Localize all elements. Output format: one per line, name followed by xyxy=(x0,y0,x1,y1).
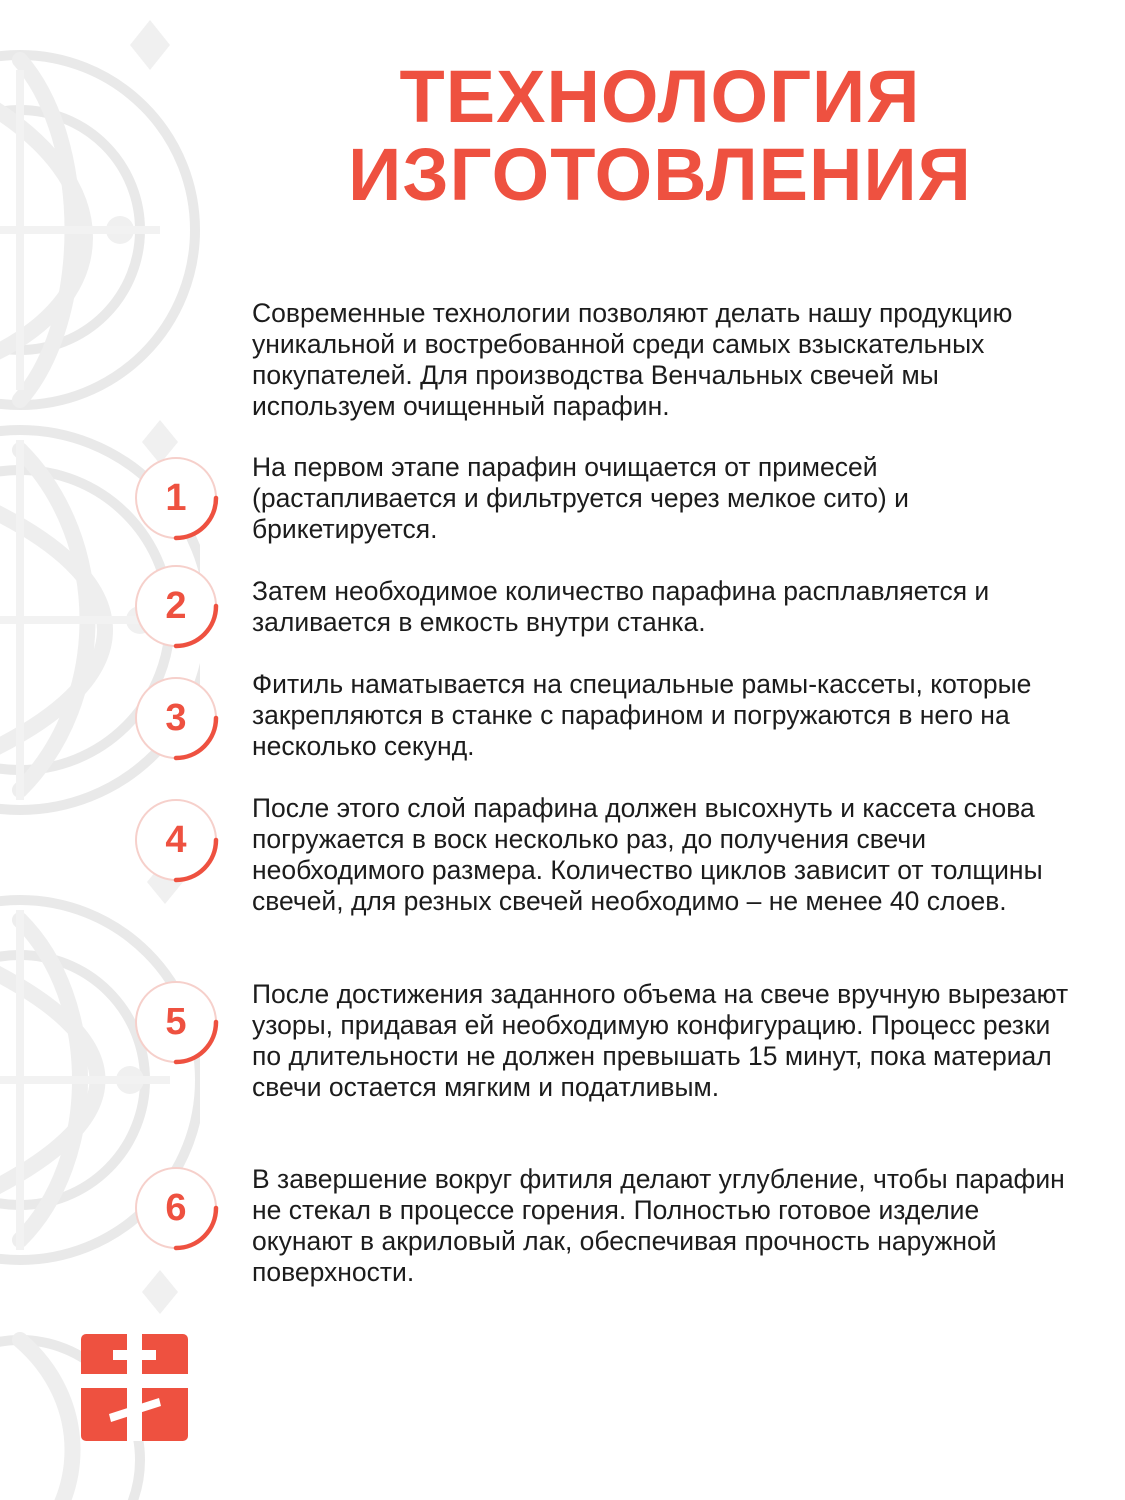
step-number-4: 4 xyxy=(165,818,187,861)
step-text-4: После этого слой парафина должен высохнуть и кассета снова погружается в воск несколько раз, до получения свечи необходимого размера. Количество циклов зависит от толщины свечей, для резных свечей необходимо – не менее 40 слоев. xyxy=(252,793,1043,916)
step-text-1: На первом этапе парафин очищается от примесей (растапливается и фильтруется через мелкое сито) и брикетируется. xyxy=(252,452,909,544)
orthodox-cross-icon xyxy=(81,1334,188,1441)
step-badge-4 xyxy=(132,796,224,888)
page-title xyxy=(300,55,1020,216)
step-text-5: После достижения заданного объема на свече вручную вырезают узоры, придавая ей необходимую конфигурацию. Процесс резки по длительности не должен превышать 15 минут, пока материал свечи остается мягким и податливым. xyxy=(252,979,1069,1102)
step-badge-2 xyxy=(132,562,224,654)
step-badge-3 xyxy=(132,674,224,766)
step-number-5: 5 xyxy=(165,1000,187,1043)
step-badge-6 xyxy=(132,1164,224,1256)
title-line-1: ТЕХНОЛОГИЯ xyxy=(399,55,921,138)
step-badge-5 xyxy=(132,978,224,1070)
step-number-1: 1 xyxy=(165,476,187,519)
intro-paragraph: Современные технологии позволяют делать нашу продукцию уникальной и востребованной среди самых взыскательных покупателей. Для производства Венчальных свечей мы используем очищенный парафин. xyxy=(252,298,1013,421)
step-number-2: 2 xyxy=(165,584,187,627)
step-text-2: Затем необходимое количество парафина расплавляется и заливается в емкость внутри станка. xyxy=(252,576,990,637)
step-number-6: 6 xyxy=(165,1186,187,1229)
title-line-2: ИЗГОТОВЛЕНИЯ xyxy=(348,133,972,216)
step-text-3: Фитиль наматывается на специальные рамы-кассеты, которые закрепляются в станке с парафином и погружаются в него на несколько секунд. xyxy=(252,669,1032,761)
step-text-6: В завершение вокруг фитиля делают углубление, чтобы парафин не стекал в процессе горения. Полностью готовое изделие окунают в акриловый лак, обеспечивая прочность наружной поверхности. xyxy=(252,1164,1065,1287)
step-number-3: 3 xyxy=(165,696,187,739)
step-badge-1 xyxy=(132,454,224,546)
